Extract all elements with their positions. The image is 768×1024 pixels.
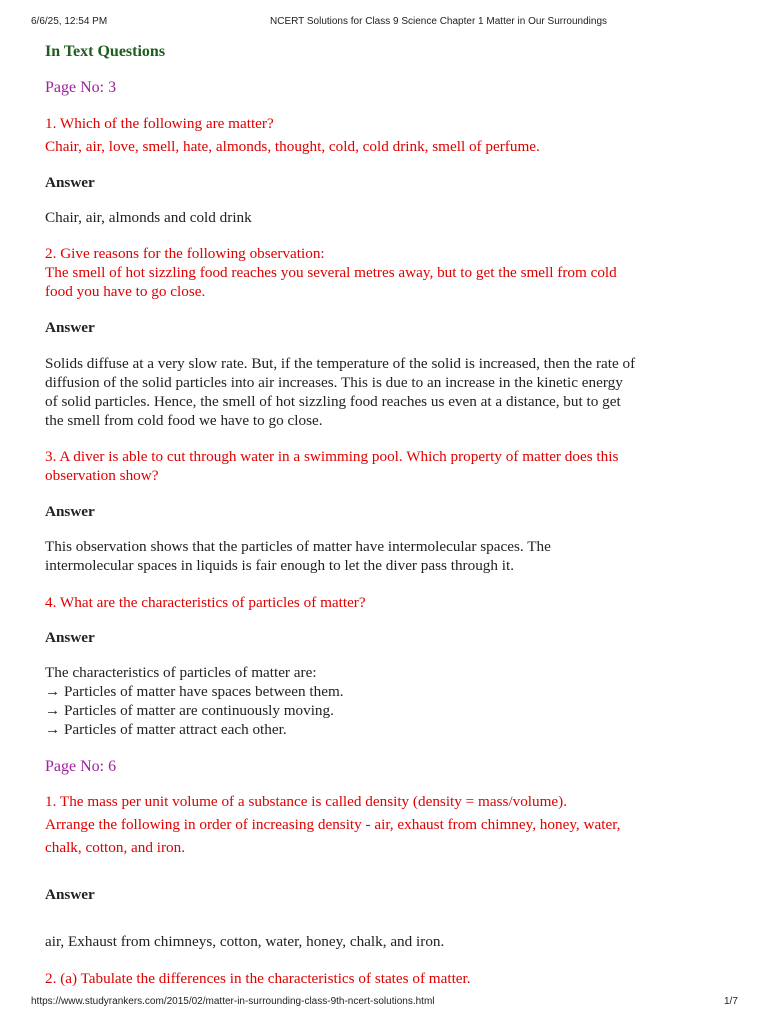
answer-label: Answer [45, 886, 95, 903]
answer-line: → Particles of matter have spaces between them. [45, 683, 344, 700]
print-url: https://www.studyrankers.com/2015/02/matter-in-surrounding-class-9th-ncert-solutions.html [31, 996, 435, 1007]
question-line: 1. Which of the following are matter? [45, 115, 274, 132]
question-4 [45, 593, 735, 612]
answer-label: Answer [45, 629, 95, 646]
answer-1: Chair, air, almonds and cold drink [45, 209, 252, 226]
question-line: observation show? [45, 467, 159, 484]
question-5 [45, 790, 735, 859]
question-line: 4. What are the characteristics of particles of matter? [45, 594, 366, 611]
answer-line: → Particles of matter attract each other. [45, 721, 287, 738]
question-2 [45, 244, 735, 301]
answer-label: Answer [45, 319, 95, 336]
answer-line: Solids diffuse at a very slow rate. But, if the temperature of the solid is increased, then the rate of [45, 355, 636, 372]
question-3 [45, 447, 735, 485]
answer-line: of solid particles. Hence, the smell of hot sizzling food reaches us even at a distance, but to get [45, 393, 621, 410]
answer-label: Answer [45, 174, 95, 191]
print-page-number: 1/7 [724, 996, 738, 1007]
print-datetime: 6/6/25, 12:54 PM [31, 16, 108, 27]
question-line: food you have to go close. [45, 283, 206, 300]
question-line: Arrange the following in order of increasing density - air, exhaust from chimney, honey, water, [45, 816, 621, 833]
question-line: 2. Give reasons for the following observation: [45, 245, 325, 262]
answer-3 [45, 537, 735, 575]
answer-line: diffusion of the solid particles into air increases. This is due to an increase in the kinetic energy [45, 374, 623, 391]
answer-line: intermolecular spaces in liquids is fair enough to let the diver pass through it. [45, 557, 515, 574]
section-title: In Text Questions [45, 43, 166, 60]
page-label-3: Page No: 3 [45, 79, 117, 96]
question-line: 1. The mass per unit volume of a substance is called density (density = mass/volume). [45, 793, 568, 810]
answer-line: This observation shows that the particles of matter have intermolecular spaces. The [45, 538, 551, 555]
question-line: Chair, air, love, smell, hate, almonds, thought, cold, cold drink, smell of perfume. [45, 138, 540, 155]
answer-5: air, Exhaust from chimneys, cotton, water, honey, chalk, and iron. [45, 933, 445, 950]
print-title: NCERT Solutions for Class 9 Science Chapter 1 Matter in Our Surroundings [270, 16, 608, 27]
question-1 [45, 112, 735, 158]
answer-line: → Particles of matter are continuously moving. [45, 702, 334, 719]
page-label-6: Page No: 6 [45, 758, 117, 775]
question-6: 2. (a) Tabulate the differences in the characteristics of states of matter. [45, 970, 471, 987]
answer-4 [45, 663, 735, 739]
answer-line: the smell from cold food we have to go close. [45, 412, 323, 429]
answer-line: The characteristics of particles of matter are: [45, 664, 317, 681]
answer-label: Answer [45, 503, 95, 520]
question-line: 3. A diver is able to cut through water in a swimming pool. Which property of matter does this [45, 448, 619, 465]
question-line: The smell of hot sizzling food reaches you several metres away, but to get the smell from cold [45, 264, 617, 281]
answer-2 [45, 354, 735, 430]
question-line: chalk, cotton, and iron. [45, 839, 186, 856]
